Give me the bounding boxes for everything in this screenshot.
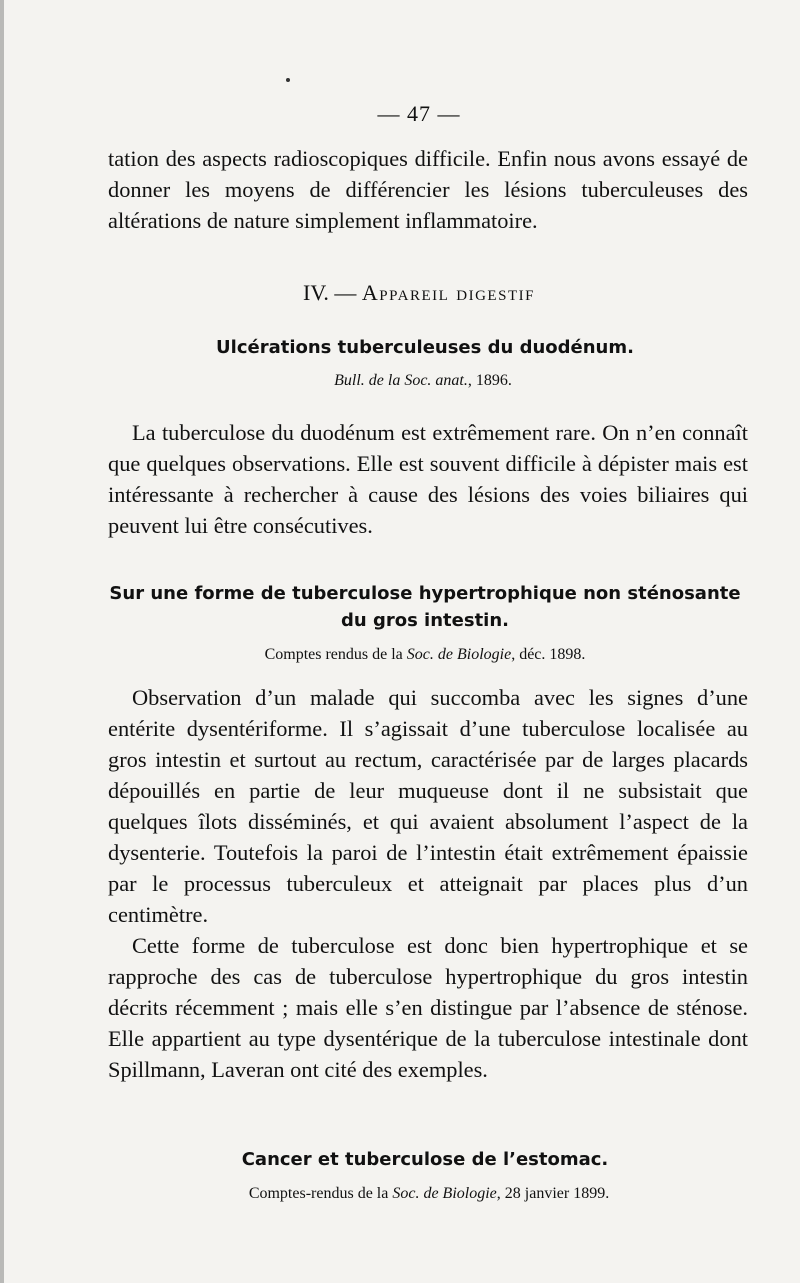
article-title — [104, 334, 746, 361]
book-page — [4, 0, 800, 1283]
reference-detail: , 28 janvier 1899. — [496, 1185, 610, 1202]
reference-detail: , déc. 1898. — [511, 646, 586, 663]
article-paragraph: Cette forme de tuberculose est donc bien hypertrophique et se rapproche des cas de tuberculose hypertrophique du gros intestin décrits récemment ; mais elle s’en distingue par l’absence de sténose. Elle appartient au type dysentérique de la tuberculose intestinale dont Spillmann, Laveran ont cité des exemples. — [108, 933, 748, 1082]
article-title-line: Sur une forme de tuberculose hypertrophique non sténosante — [109, 583, 741, 604]
article-paragraph: Observation d’un malade qui succomba avec les signes d’une entérite dysentériforme. Il s’agissait d’une tuberculose localisée au gros intestin et surtout au rectum, caractérisée par de larges placards dépouillés en partie de leur muqueuse dont il ne subsistait que quelques îlots disséminés, et qui avaient absolument l’aspect de la dysenterie. Toutefois la paroi de l’intestin était extrêmement épaissie par le processus tuberculeux et atteignait par places plus d’un centimètre. — [108, 685, 748, 927]
article-title-line: Ulcérations tuberculeuses du duodénum. — [216, 337, 634, 358]
reference-journal: Soc. de Biologie — [392, 1185, 497, 1202]
article-reference — [108, 1184, 750, 1204]
section-heading — [4, 280, 800, 306]
article-title-line: Cancer et tuberculose de l’estomac. — [241, 1149, 609, 1170]
section-title: Appareil digestif — [361, 280, 535, 305]
ink-speck — [286, 78, 290, 82]
article-title-line: du gros intestin. — [340, 610, 509, 631]
article-reference — [102, 371, 744, 391]
reference-prefix: Comptes rendus de la — [264, 646, 407, 663]
reference-journal: Soc. de Biologie — [406, 646, 512, 663]
article-reference — [104, 645, 746, 665]
reference-prefix: Comptes-rendus de la — [248, 1185, 393, 1202]
intro-paragraph: tation des aspects radioscopiques difficile. Enfin nous avons essayé de donner les moyens de différencier les lésions tuberculeuses des altérations de nature simplement inflammatoire. — [108, 146, 748, 233]
section-numeral: IV. — [303, 280, 329, 305]
reference-journal: Bull. de la Soc. anat. — [334, 372, 468, 389]
reference-detail: , 1896. — [467, 372, 512, 389]
article-paragraph: La tuberculose du duodénum est extrêmement rare. On n’en connaît que quelques observations. Elle est souvent difficile à dépister mais est intéressante à rechercher à cause des lésions des voies biliaires qui peuvent lui être consécutives. — [108, 420, 748, 538]
page-number: — 47 — — [377, 101, 461, 126]
section-dash: — — [328, 280, 362, 305]
article-title — [104, 1146, 746, 1173]
article-title — [104, 580, 746, 634]
